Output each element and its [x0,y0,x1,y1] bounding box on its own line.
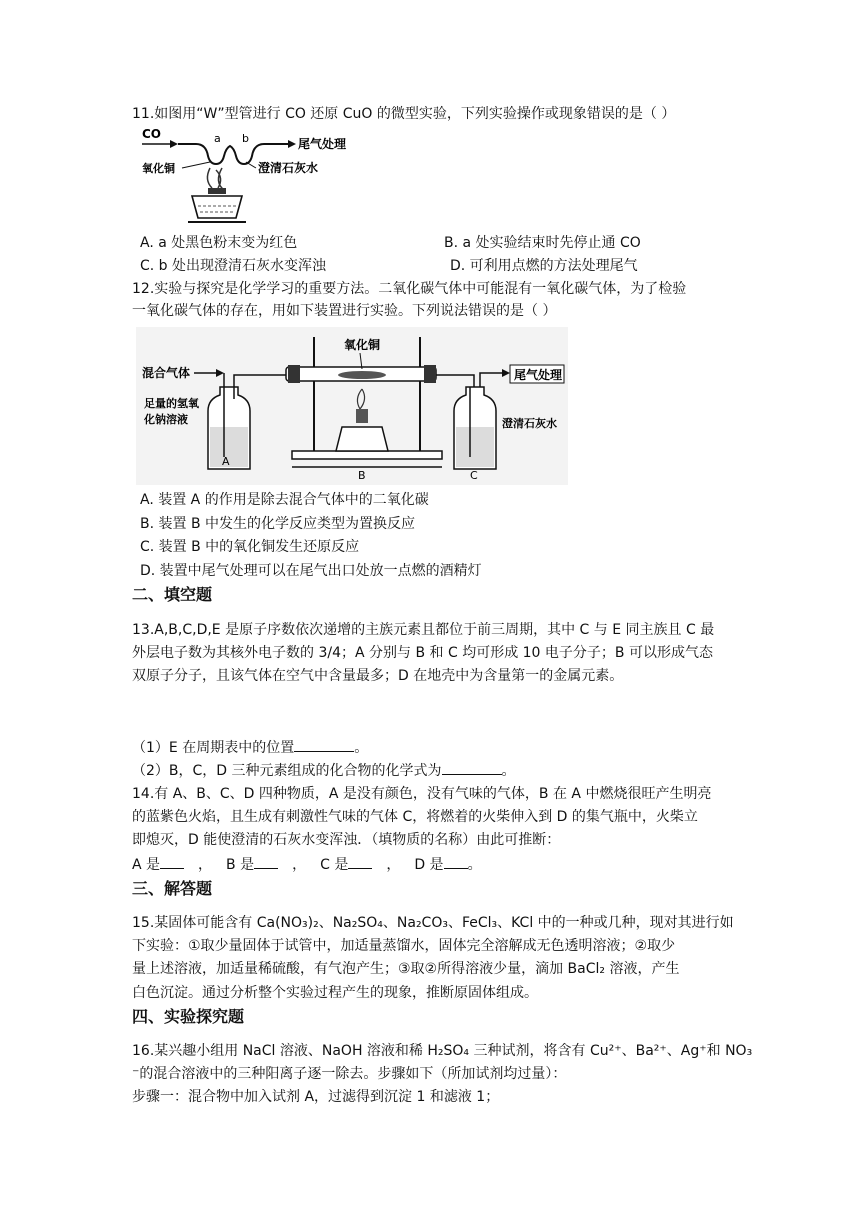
q12-label-a: A [222,455,230,468]
q12-label-naoh-1: 足量的氢氧 [144,397,199,410]
q14-a-label: A 是 [132,857,161,873]
q11-option-b: B. a 处实验结束时先停止通 CO [444,235,641,251]
answer-blank[interactable] [442,760,502,775]
q14-sep: ， [292,857,307,873]
q12-label-cuo: 氧化铜 [344,338,381,352]
q11-option-d: D. 可利用点燃的方法处理尾气 [450,258,638,274]
q12-option-c: C. 装置 B 中的氧化铜发生还原反应 [140,539,360,555]
q14-b-label: B 是 [226,857,255,873]
q12-option-b: B. 装置 B 中发生的化学反应类型为置换反应 [140,516,416,532]
section-heading-fill-in: 二、填空题 [132,585,213,604]
q14-c-label: C 是 [320,857,349,873]
q14-line3: 即熄灭，D 能使澄清的石灰水变浑浊．（填物质的名称）由此可推断： [132,832,561,848]
q11-label-limewater: 澄清石灰水 [258,161,319,175]
q16-line3: 步骤一：混合物中加入试剂 A，过滤得到沉淀 1 和滤液 1； [132,1089,500,1105]
q14-sep: ， [198,857,213,873]
answer-blank[interactable] [254,854,278,869]
q12-label-c: C [470,469,478,482]
q11-label-cuo: 氧化铜 [142,162,175,175]
q12-stem-line2: 一氧化碳气体的存在，用如下装置进行实验。下列说法错误的是（ ） [132,303,557,319]
q13-part1-end: 。 [354,740,369,756]
q12-option-d: D. 装置中尾气处理可以在尾气出口处放一点燃的酒精灯 [140,563,482,579]
q13-part2-text: （2）B，C，D 三种元素组成的化合物的化学式为 [132,763,442,779]
q13-line1: 13.A,B,C,D,E 是原子序数依次递增的主族元素且都位于前三周期，其中 C 与 E 同主族且 C 最 [132,622,715,638]
q12-label-b: B [358,469,366,482]
q13-line2: 外层电子数为其核外电子数的 3/4；A 分别与 B 和 C 均可形成 10 电子分子；B 可以形成气态 [132,645,713,661]
q14-end: 。 [467,857,482,873]
q15-line1: 15.某固体可能含有 Ca(NO₃)₂、Na₂SO₄、Na₂CO₃、FeCl₃、KCl 中的一种或几种，现对其进行如 [132,915,734,931]
q13-line3: 双原子分子，且该气体在空气中含量最多；D 在地壳中为含量第一的金属元素。 [132,668,624,684]
q12-stem-line1: 12.实验与探究是化学学习的重要方法。二氧化碳气体中可能混有一氧化碳气体，为了检验 [132,281,687,297]
q12-option-a: A. 装置 A 的作用是除去混合气体中的二氧化碳 [140,492,429,508]
q16-line1: 16.某兴趣小组用 NaCl 溶液、NaOH 溶液和稀 H₂SO₄ 三种试剂，将含有 Cu²⁺、Ba²⁺、Ag⁺和 NO₃ [132,1043,753,1059]
q11-label-tail: 尾气处理 [298,137,347,151]
q16-line2: ⁻的混合溶液中的三种阳离子逐一除去。步骤如下（所加试剂均过量）： [132,1066,567,1082]
q13-part1 [132,737,368,758]
q11-label-co: CO [142,127,162,141]
q12-label-tail: 尾气处理 [514,368,563,382]
q11-label-a: a [214,132,221,145]
q11-label-b: b [242,132,249,145]
q14-line2: 的蓝紫色火焰，且生成有刺激性气味的气体 C，将燃着的火柴伸入到 D 的集气瓶中，火柴立 [132,809,698,825]
q15-line4: 白色沉淀。通过分析整个实验过程产生的现象，推断原固体组成。 [132,985,538,1001]
q11-w-tube-figure [138,126,368,226]
q11-stem: 11.如图用“W”型管进行 CO 还原 CuO 的微型实验，下列实验操作或现象错误的是（ ） [132,106,676,122]
q14-sep: ， [386,857,401,873]
q12-apparatus-figure [136,327,568,485]
q14-answers [132,854,482,875]
q11-option-c: C. b 处出现澄清石灰水变浑浊 [140,258,327,274]
answer-blank[interactable] [294,737,354,752]
section-heading-experiment: 四、实验探究题 [132,1007,245,1026]
q13-part2 [132,760,516,781]
q14-line1: 14.有 A、B、C、D 四种物质，A 是没有颜色，没有气味的气体，B 在 A 中燃烧很旺产生明亮 [132,786,712,802]
q11-option-a: A. a 处黑色粉末变为红色 [140,235,298,251]
q15-line3: 量上述溶液，加适量稀硫酸，有气泡产生；③取②所得溶液少量，滴加 BaCl₂ 溶液，产生 [132,961,680,977]
q12-label-naoh-2: 化钠溶液 [144,413,188,426]
q13-part1-text: （1）E 在周期表中的位置 [132,740,295,756]
q12-label-mixed: 混合气体 [142,366,191,380]
answer-blank[interactable] [348,854,372,869]
q13-part2-end: 。 [501,763,516,779]
q15-line2: 下实验：①取少量固体于试管中，加适量蒸馏水，固体完全溶解成无色透明溶液；②取少 [132,938,676,954]
answer-blank[interactable] [444,854,468,869]
section-heading-answer: 三、解答题 [132,879,213,898]
answer-blank[interactable] [160,854,184,869]
q12-label-limewater: 澄清石灰水 [502,417,557,430]
q14-d-label: D 是 [414,857,444,873]
